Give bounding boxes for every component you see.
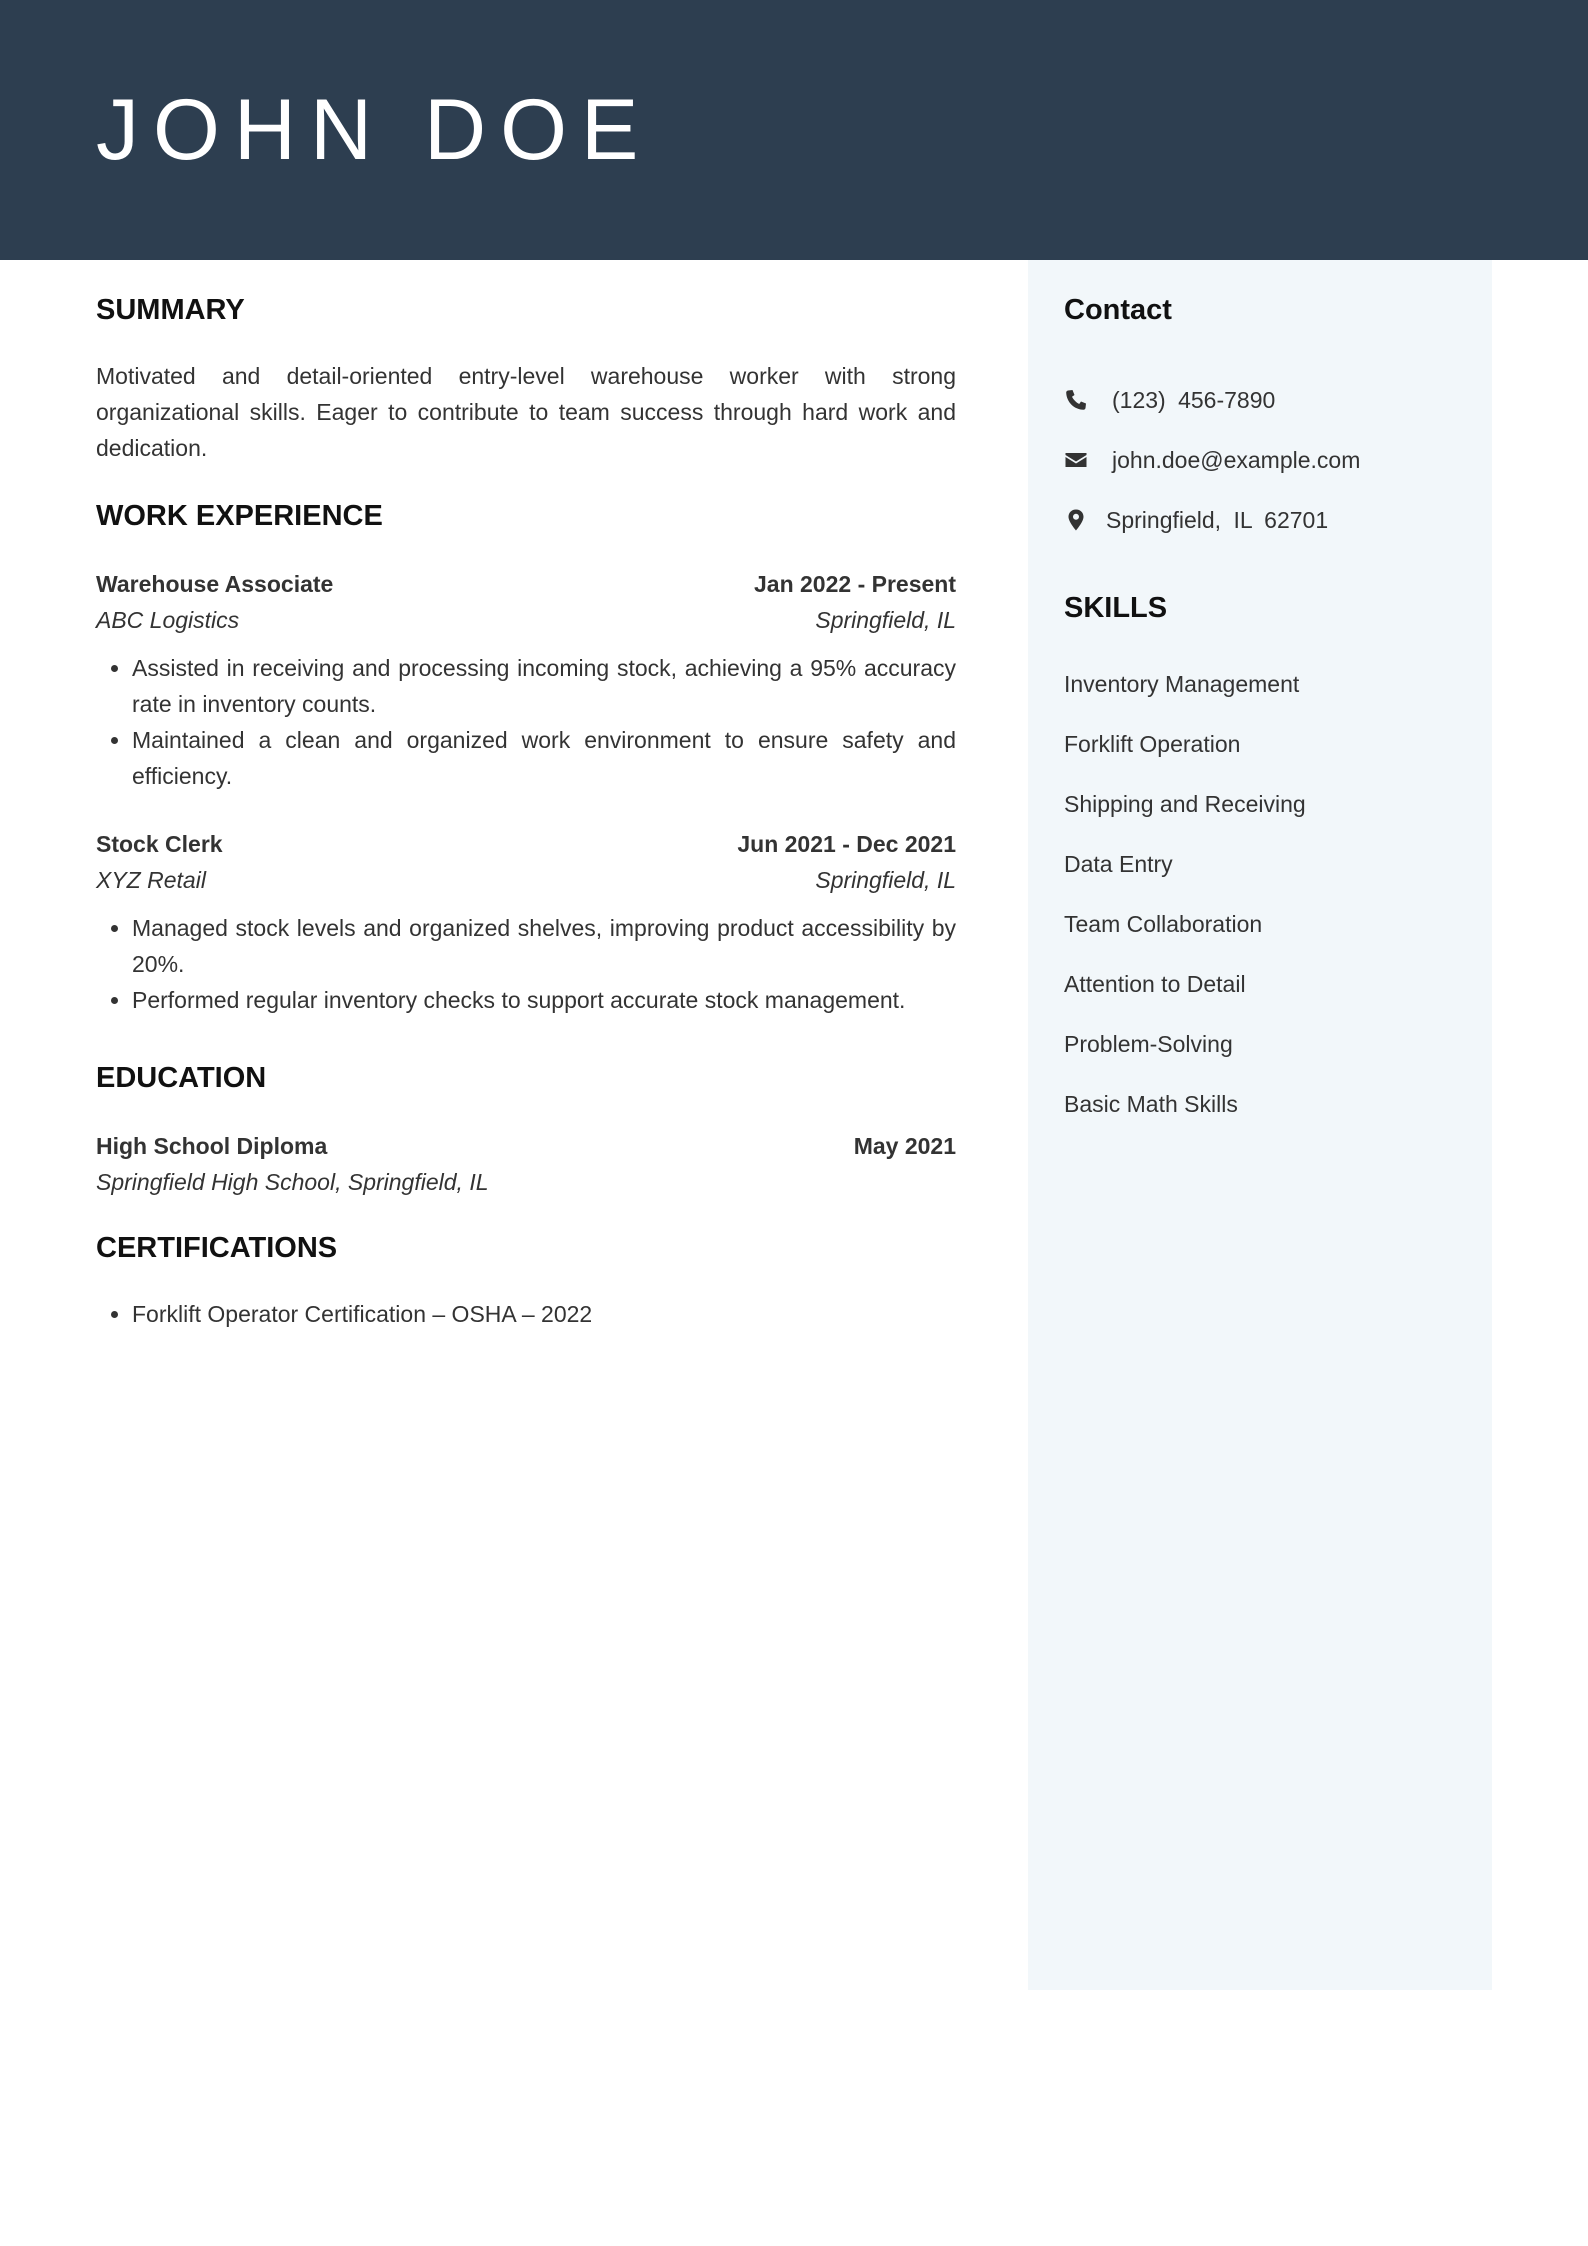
job-role: Stock Clerk [96, 831, 223, 857]
job-bullet: • Performed regular inventory checks to support accurate stock management. [132, 982, 956, 1018]
certification-item: • Forklift Operator Certification – OSHA – 2022 [132, 1296, 956, 1332]
skill-item: Basic Math Skills [1064, 1090, 1238, 1117]
education-school: Springfield High School, Springfield, IL [96, 1169, 489, 1195]
education-row [96, 1128, 956, 1164]
job-entry [96, 826, 956, 1018]
map-pin-icon [1064, 508, 1088, 532]
job-title-row [96, 566, 956, 602]
work-experience-heading: WORK EXPERIENCE [96, 500, 383, 532]
job-dates: Jun 2021 - Dec 2021 [737, 831, 956, 857]
summary-text: Motivated and detail-oriented entry-level warehouse worker with strong organizational skills. Eager to contribute to team success through hard work and dedication. [96, 363, 956, 461]
envelope-icon [1064, 448, 1088, 472]
skill-item: Attention to Detail [1064, 970, 1246, 997]
education-entry [96, 1128, 956, 1200]
job-company-row [96, 602, 956, 638]
skill-item: Shipping and Receiving [1064, 790, 1306, 817]
skills-heading: SKILLS [1064, 592, 1168, 624]
candidate-name: JOHN DOE [96, 82, 653, 178]
job-entry [96, 566, 956, 794]
education-date: May 2021 [853, 1133, 956, 1159]
certification-bullets [96, 1296, 956, 1332]
education-heading: EDUCATION [96, 1062, 267, 1094]
job-location: Springfield, IL [815, 867, 956, 893]
skill-item: Problem-Solving [1064, 1030, 1233, 1057]
contact-heading: Contact [1064, 294, 1172, 326]
contact-location-text: Springfield, IL 62701 [1106, 507, 1329, 533]
job-location: Springfield, IL [815, 607, 956, 633]
skill-item: Forklift Operation [1064, 730, 1241, 757]
job-company: XYZ Retail [96, 867, 206, 893]
contact-location [1064, 490, 1484, 550]
job-dates: Jan 2022 - Present [753, 571, 956, 597]
skill-item: Data Entry [1064, 850, 1173, 877]
phone-icon [1064, 388, 1088, 412]
resume-header [0, 0, 1588, 260]
job-bullet: • Maintained a clean and organized work environment to ensure safety and efficiency. [132, 722, 956, 794]
contact-email [1064, 430, 1484, 490]
skill-item: Team Collaboration [1064, 910, 1263, 937]
contact-email-text: john.doe@example.com [1112, 447, 1361, 473]
certifications-heading: CERTIFICATIONS [96, 1232, 338, 1264]
education-degree: High School Diploma [96, 1133, 328, 1159]
contact-phone [1064, 370, 1484, 430]
education-school-row [96, 1164, 956, 1200]
sidebar [1028, 260, 1492, 1990]
job-bullet: • Assisted in receiving and processing incoming stock, achieving a 95% accuracy rate in inventory counts. [132, 650, 956, 722]
skills-list [1064, 654, 1484, 1134]
job-role: Warehouse Associate [96, 571, 334, 597]
job-bullets [96, 650, 956, 794]
contact-phone-text: (123) 456-7890 [1112, 387, 1276, 413]
contact-list [1064, 370, 1484, 550]
job-company: ABC Logistics [96, 607, 240, 633]
job-title-row [96, 826, 956, 862]
summary-heading: SUMMARY [96, 294, 245, 326]
job-company-row [96, 862, 956, 898]
certifications-list [96, 1296, 956, 1332]
skill-item: Inventory Management [1064, 670, 1300, 697]
job-bullets [96, 910, 956, 1018]
job-bullet: • Managed stock levels and organized shelves, improving product accessibility by 20%. [132, 910, 956, 982]
